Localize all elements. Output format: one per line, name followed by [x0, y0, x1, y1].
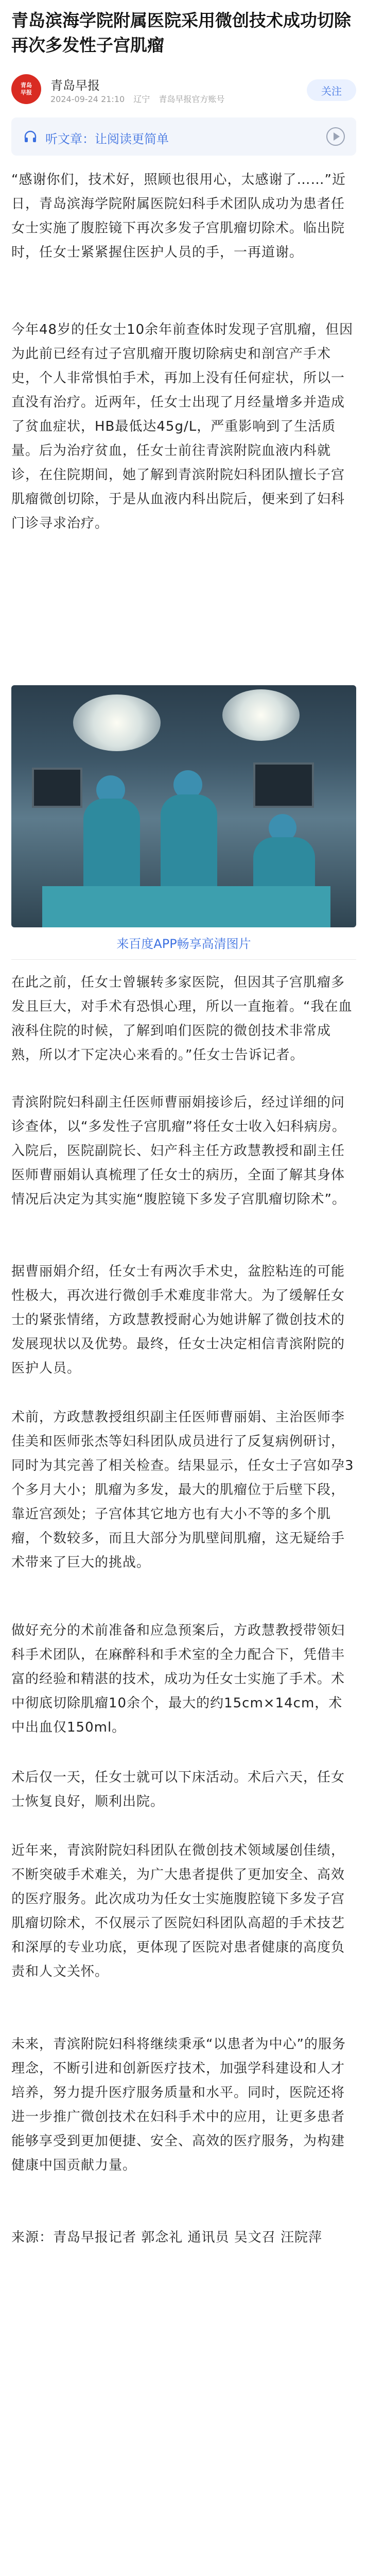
- paragraph: 近年来，青滨附院妇科团队在微创技术领域屡创佳绩，不断突破手术难关，为广大患者提供了更加安全、高效的医疗服务。此次成功为任女士实施腹腔镜下多发子宫肌瘤切除术，不仅展示了医院妇科团队高超的手术技艺和深厚的专业功底，更体现了医院对患者健康的高度负责和人文关怀。: [11, 1843, 345, 1979]
- source-row: [11, 72, 356, 108]
- paragraph: 术后仅一天，任女士就可以下床活动。术后六天，任女士恢复良好，顺利出院。: [11, 1770, 345, 1809]
- play-icon[interactable]: [326, 127, 345, 146]
- publish-datetime: 2024-09-24 21:10: [50, 94, 125, 104]
- source-name[interactable]: 青岛早报: [50, 78, 100, 93]
- account-type: 青岛早报官方账号: [159, 94, 225, 104]
- hd-image-app-link[interactable]: 来百度APP畅享高清图片: [116, 937, 251, 951]
- paragraph: 青滨附院妇科副主任医师曹丽娟接诊后，经过详细的问诊查体，以“多发性子宫肌瘤”将任女士收入妇科病房。入院后，医院副院长、妇产科主任方政慧教授和副主任医师曹丽娟认真梳理了任女士的病历，全面了解其身体情况后决定为其实施“腹腔镜下多发子宫肌瘤切除术”。: [11, 1095, 346, 1207]
- headphone-icon: [24, 130, 37, 143]
- listen-article-bar[interactable]: [11, 117, 356, 156]
- source-avatar[interactable]: [11, 74, 41, 104]
- follow-button[interactable]: 关注: [307, 79, 356, 101]
- paragraph: 术前，方政慧教授组织副主任医师曹丽娟、主治医师李佳美和医师张杰等妇科团队成员进行了反复病例研讨，同时为其完善了相关检查。结果显示，任女士子宫如孕3个多月大小；肌瘤为多发，最大的肌瘤位于后壁下段，靠近宫颈处；子宫体其它地方也有大小不等的多个肌瘤，个数较多，而且大部分为肌壁间肌瘤，这无疑给手术带来了巨大的挑战。: [11, 1410, 354, 1570]
- paragraph: 据曹丽娟介绍，任女士有两次手术史，盆腔粘连的可能性极大，再次进行微创手术难度非常大。为了缓解任女士的紧张情绪，方政慧教授耐心为她讲解了微创技术的发展现状以及优势。最终，任女士决定相信青滨附院的医护人员。: [11, 1264, 345, 1376]
- divider: [11, 959, 356, 960]
- avatar-text-line2: 早报: [21, 89, 32, 96]
- source-credit: 来源：青岛早报记者 郭念礼 通讯员 吴文召 汪院萍: [11, 2230, 323, 2245]
- paragraph: “感谢你们，技术好，照顾也很用心，太感谢了……”近日，青岛滨海学院附属医院妇科手术团队成功为患者任女士实施了腹腔镜下再次多发子宫肌瘤切除术。临出院时，任女士紧紧握住医护人员的手，一再道谢。: [11, 172, 346, 260]
- source-meta: [50, 93, 231, 105]
- article-title: 青岛滨海学院附属医院采用微创技术成功切除再次多发性子宫肌瘤: [11, 10, 351, 55]
- avatar-text-line1: 青岛: [21, 82, 32, 89]
- paragraph: 未来，青滨附院妇科将继续秉承“以患者为中心”的服务理念，不断引进和创新医疗技术，加强学科建设和人才培养，努力提升医疗服务质量和水平。同时，医院还将进一步推广微创技术在妇科手术中的应用，让更多患者能够享受到更加便捷、安全、高效的医疗服务，为构建健康中国贡献力量。: [11, 2037, 346, 2173]
- listen-article-label: 听文章：让阅读更简单: [45, 132, 169, 146]
- surgery-photo[interactable]: [11, 685, 356, 927]
- paragraph: 做好充分的术前准备和应急预案后，方政慧教授带领妇科手术团队，在麻醉科和手术室的全力配合下，凭借丰富的经验和精湛的技术，成功为任女士实施了手术。术中彻底切除肌瘤10余个，最大的约15cm×14cm，术中出血仅150ml。: [11, 1623, 345, 1735]
- paragraph: 今年48岁的任女士10余年前查体时发现子宫肌瘤，但因为此前已经有过子宫肌瘤开腹切除病史和剖宫产手术史，个人非常惧怕手术，再加上没有任何症状，所以一直没有治疗。近两年，任女士出现了月经量增多并造成了贫血症状，HB最低达45g/L，严重影响到了生活质量。后为治疗贫血，任女士前往青滨附院血液内科就诊，在住院期间，她了解到青滨附院妇科团队擅长子宫肌瘤微创切除，于是从血液内科出院后，便来到了妇科门诊寻求治疗。: [11, 322, 354, 531]
- paragraph: 在此之前，任女士曾辗转多家医院，但因其子宫肌瘤多发且巨大，对手术有恐惧心理，所以一直拖着。“我在血液科住院的时候，了解到咱们医院的微创技术非常成熟，所以才下定决心来看的。”任女士告诉记者。: [11, 975, 353, 1063]
- publish-location: 辽宁: [133, 94, 150, 104]
